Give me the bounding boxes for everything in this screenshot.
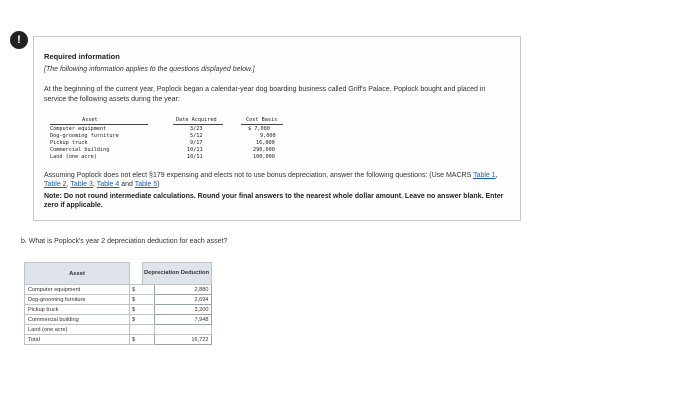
table-row — [25, 315, 212, 325]
asset-name: Dog-grooming furniture — [50, 133, 119, 139]
header-gap — [130, 263, 143, 285]
dollar-sign: $ — [130, 335, 143, 345]
asset-name: Commercial building — [50, 147, 110, 153]
cell-gap — [142, 325, 155, 335]
total-value: 16,722 — [155, 335, 211, 345]
question-text: b. What is Poplock's year 2 depreciation deduction for each asset? — [21, 238, 228, 245]
asset-date: 10/11 — [187, 147, 203, 153]
table-3-link[interactable]: Table 3 — [70, 181, 93, 188]
header-rule — [173, 124, 223, 125]
date-header: Date Acquired — [176, 117, 217, 123]
table-row — [25, 305, 212, 315]
pickup-truck-input[interactable]: 3,200 — [155, 305, 211, 315]
dollar-sign — [130, 325, 143, 335]
table-row — [25, 285, 212, 295]
cell-gap — [142, 295, 155, 305]
answer-header-deduction: Depreciation Deduction — [142, 263, 211, 285]
info-title: Required information — [44, 52, 120, 61]
table-4-link[interactable]: Table 4 — [96, 181, 120, 188]
answer-table — [24, 262, 212, 345]
asset-cost: 100,000 — [253, 154, 275, 160]
asset-date: 10/11 — [187, 154, 203, 160]
asset-date: 9/17 — [190, 140, 203, 146]
cell-gap — [142, 285, 155, 295]
cell-gap — [142, 335, 155, 345]
table-row — [25, 325, 212, 335]
row-label: Pickup truck — [25, 305, 130, 315]
asset-name: Pickup truck — [50, 140, 88, 146]
asset-date: 3/23 — [190, 126, 203, 132]
asset-date: 5/12 — [190, 133, 203, 139]
row-label: Dog-grooming furniture — [25, 295, 130, 305]
row-label: Land (one acre) — [25, 325, 130, 335]
asset-cost: 290,000 — [253, 147, 275, 153]
table-5-link[interactable]: Table 5 — [134, 181, 158, 188]
computer-equipment-input[interactable]: 2,880 — [155, 285, 211, 295]
note-text: Note: Do not round intermediate calculations. Round your final answers to the nearest whole dollar amount. Leave no answer blank. Enter zero if applicable. — [44, 193, 504, 209]
assumption-prefix: Assuming Poplock does not elect §179 expensing and elects not to use bonus depreciation, answer the following questions: (Use MACRS — [44, 172, 474, 179]
asset-cost: 9,000 — [260, 133, 276, 139]
answer-header-row — [25, 263, 212, 285]
intro-text: At the beginning of the current year, Poplock began a calendar-year dog boarding business called Griff's Palace. Poplock bought and placed in service the following assets during the year: — [44, 86, 486, 103]
info-subtitle: [The following information applies to the questions displayed below.] — [44, 66, 255, 73]
cost-header: Cost Basis — [246, 117, 278, 123]
row-label: Commercial building — [25, 315, 130, 325]
table-2-link[interactable]: Table 2 — [44, 181, 67, 188]
header-rule — [241, 124, 283, 125]
row-label: Computer equipment — [25, 285, 130, 295]
assumption-suffix: ) — [157, 181, 160, 188]
alert-icon: ! — [10, 31, 28, 49]
cell-gap — [142, 315, 155, 325]
table-1-link[interactable]: Table 1 — [473, 172, 496, 179]
table-row — [25, 295, 212, 305]
dollar-sign: $ — [130, 305, 143, 315]
dollar-sign: $ — [130, 285, 143, 295]
answer-header-asset: Asset — [25, 263, 130, 285]
total-row — [25, 335, 212, 345]
asset-name: Computer equipment — [50, 126, 107, 132]
asset-name: Land (one acre) — [50, 154, 97, 160]
asset-header: Asset — [82, 117, 98, 123]
total-label: Total — [25, 335, 130, 345]
required-information-box — [33, 36, 521, 221]
cell-gap — [142, 305, 155, 315]
dollar-sign: $ — [130, 315, 143, 325]
asset-cost: 16,000 — [256, 140, 275, 146]
asset-cost: $ 7,000 — [248, 126, 270, 132]
dog-grooming-furniture-input[interactable]: 2,694 — [155, 295, 211, 305]
assumption-text: Assuming Poplock does not elect §179 expensing and elects not to use bonus depreciation, answer the following questions: (Use MACRS Table 1, Table 2, Table 3, Table 4 and Table 5) — [44, 172, 498, 188]
header-rule — [50, 124, 148, 125]
land-input[interactable] — [155, 325, 211, 335]
commercial-building-input[interactable]: 7,948 — [155, 315, 211, 325]
dollar-sign: $ — [130, 295, 143, 305]
